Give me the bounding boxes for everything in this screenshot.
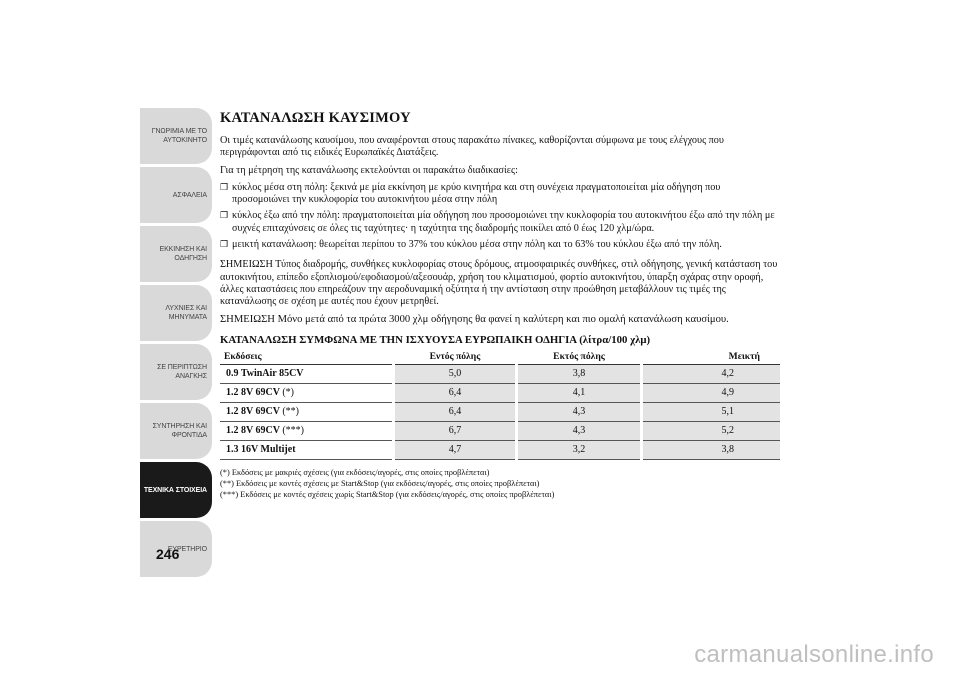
- page-number: 246: [156, 546, 180, 562]
- sidebar-tab[interactable]: [140, 462, 212, 518]
- sidebar-tab[interactable]: [140, 108, 212, 164]
- sidebar-tab[interactable]: [140, 167, 212, 223]
- cell-urban: 5,0: [394, 364, 517, 383]
- cell-urban: 6,7: [394, 421, 517, 440]
- procedure-item: [220, 181, 780, 207]
- watermark: carmanualsonline.info: [694, 641, 934, 668]
- version-name: 1.2 8V 69CV: [226, 387, 280, 399]
- procedure-item: [220, 238, 780, 251]
- cell-version: [220, 440, 394, 459]
- cell-extra-urban: 3,8: [516, 364, 641, 383]
- cell-combined: 4,2: [642, 364, 780, 383]
- cell-extra-urban: 4,3: [516, 402, 641, 421]
- version-name: 1.2 8V 69CV: [226, 406, 280, 418]
- cell-combined: 5,1: [642, 402, 780, 421]
- version-name: 1.3 16V Multijet: [226, 444, 296, 456]
- table-row: [220, 383, 780, 402]
- version-name: 1.2 8V 69CV: [226, 425, 280, 437]
- sidebar-tab[interactable]: [140, 226, 212, 282]
- sidebar-tab-label: ΣΥΝΤΗΡΗΣΗ ΚΑΙ ΦΡΟΝΤΙΔΑ: [152, 423, 207, 439]
- note-paragraph-2: ΣΗΜΕΙΩΣΗ Μόνο μετά από τα πρώτα 3000 χλμ οδήγησης θα φανεί η καλύτερη και πιο ομαλή κατανάλωση καυσίμου.: [220, 313, 729, 325]
- cell-combined: 4,9: [642, 383, 780, 402]
- procedure-list: [220, 181, 780, 251]
- table-row: [220, 402, 780, 421]
- version-footnote-mark: (*): [282, 387, 294, 399]
- procedure-item-text: μεικτή κατανάλωση: θεωρείται περίπου το 37% του κύκλου μέσα στην πόλη και το 63% του κύκλου έξω από την πόλη.: [232, 239, 722, 251]
- cell-combined: 5,2: [642, 421, 780, 440]
- cell-extra-urban: 3,2: [516, 440, 641, 459]
- cell-version: [220, 383, 394, 402]
- sidebar-tab-label: ΤΕΧΝΙΚΑ ΣΤΟΙΧΕΙΑ: [143, 486, 207, 494]
- header-urban: Εντός πόλης: [394, 349, 517, 365]
- procedure-intro: Για τη μέτρηση της κατανάλωσης εκτελούνται οι παρακάτω διαδικασίες:: [220, 164, 518, 176]
- cell-extra-urban: 4,3: [516, 421, 641, 440]
- note-paragraph-1: ΣΗΜΕΙΩΣΗ Τύπος διαδρομής, συνθήκες κυκλοφορίας στους δρόμους, ατμοσφαιρικές συνθήκες, στιλ οδήγησης, γενική κατάσταση του αυτοκινήτου, επίπεδο εξοπλισμού/εφοδιασμού/αξεσουάρ, χρήση του κλιματισμού, φορτίο αυτοκινήτου, ύπαρξη σχάρας στην οροφή, άλλες καταστάσεις που επηρεάζουν την αεροδυναμική οξύτητα ή την αντίσταση στην προώθηση μεταβάλλουν τις τιμές της κατανάλωσης σε σχέση με αυτές που έχουν μετρηθεί.: [220, 259, 778, 308]
- table-row: [220, 364, 780, 383]
- cell-version: [220, 402, 394, 421]
- cell-urban: 6,4: [394, 402, 517, 421]
- sidebar-tab[interactable]: [140, 285, 212, 341]
- sidebar-tab[interactable]: [140, 344, 212, 400]
- cell-version: [220, 421, 394, 440]
- cell-combined: 3,8: [642, 440, 780, 459]
- checkbox-bullet-icon: ❒: [220, 181, 229, 192]
- cell-extra-urban: 4,1: [516, 383, 641, 402]
- procedure-item: [220, 209, 780, 235]
- table-row: [220, 421, 780, 440]
- chapter-sidebar: [140, 108, 212, 580]
- sidebar-tab-label: ΛΥΧΝΙΕΣ ΚΑΙ ΜΗΝΥΜΑΤΑ: [165, 305, 207, 321]
- main-content: [220, 110, 780, 500]
- page-title: ΚΑΤΑΝΑΛΩΣΗ ΚΑΥΣΙΜΟΥ: [220, 110, 411, 126]
- version-name: 0.9 TwinAir 85CV: [226, 368, 304, 380]
- sidebar-tab-label: ΑΣΦΑΛΕΙΑ: [172, 191, 207, 199]
- header-extra-urban: Εκτός πόλης: [516, 349, 641, 365]
- cell-urban: 6,4: [394, 383, 517, 402]
- header-versions: Εκδόσεις: [220, 349, 394, 365]
- checkbox-bullet-icon: ❒: [220, 210, 229, 221]
- procedure-item-text: κύκλος μέσα στη πόλη: ξεκινά με μία εκκίνηση με κρύο κινητήρα και στη συνέχεια πραγματοποιείται μία οδήγηση που προσομοιώνει την κυκλοφορία του αυτοκινήτου μέσα στην πόλη: [232, 181, 721, 206]
- table-header-row: [220, 349, 780, 365]
- sidebar-tab-label: ΕΚΚΙΝΗΣΗ ΚΑΙ ΟΔΗΓΗΣΗ: [159, 246, 207, 262]
- table-row: [220, 440, 780, 459]
- footnote: (**) Εκδόσεις με κοντές σχέσεις με Start&Stop (για εκδόσεις/αγορές, στις οποίες προβλέπεται): [220, 479, 540, 489]
- sidebar-tab-label: ΣΕ ΠΕΡΙΠΤΩΣΗ ΑΝΑΓΚΗΣ: [157, 364, 207, 380]
- version-footnote-mark: (***): [282, 425, 304, 437]
- cell-urban: 4,7: [394, 440, 517, 459]
- table-title: ΚΑΤΑΝΑΛΩΣΗ ΣΥΜΦΩΝΑ ΜΕ ΤΗΝ ΙΣΧΥΟΥΣΑ ΕΥΡΩΠΑΙΚΗ ΟΔΗΓΙΑ (λίτρα/100 χλμ): [220, 333, 651, 346]
- footnote: (***) Εκδόσεις με κοντές σχέσεις χωρίς Start&Stop (για εκδόσεις/αγορές, στις οποίες προβλέπεται): [220, 490, 555, 500]
- footnotes: [220, 467, 780, 501]
- header-combined: Μεικτή: [642, 349, 780, 365]
- intro-paragraph: Οι τιμές κατανάλωσης καυσίμου, που αναφέρονται στους παρακάτω πίνακες, καθορίζονται σύμφωνα με τους ελέγχους που περιγράφονται από τις ειδικές Ευρωπαϊκές Διατάξεις.: [220, 135, 724, 159]
- sidebar-tab-label: ΓΝΩΡΙΜΙΑ ΜΕ ΤΟ ΑΥΤΟΚΙΝΗΤΟ: [151, 128, 207, 144]
- cell-version: [220, 364, 394, 383]
- footnote: (*) Εκδόσεις με μακριές σχέσεις (για εκδόσεις/αγορές, στις οποίες προβλέπεται): [220, 467, 490, 477]
- version-footnote-mark: (**): [282, 406, 299, 418]
- procedure-item-text: κύκλος έξω από την πόλη: πραγματοποιείται μία οδήγηση που προσομοιώνει την κυκλοφορία του αυτοκινήτου έξω από την πόλη με συχνές επιταχύνσεις σε όλες τις ταχύτητες· η ταχύτητα της διαδρομής ποικίλει από 0 έως 120 χλμ/ώρα.: [232, 210, 775, 234]
- sidebar-tab-label: ΕΥΡΕΤΗΡΙΟ: [167, 545, 207, 553]
- consumption-table: [220, 349, 780, 460]
- checkbox-bullet-icon: ❒: [220, 239, 229, 250]
- sidebar-tab[interactable]: [140, 403, 212, 459]
